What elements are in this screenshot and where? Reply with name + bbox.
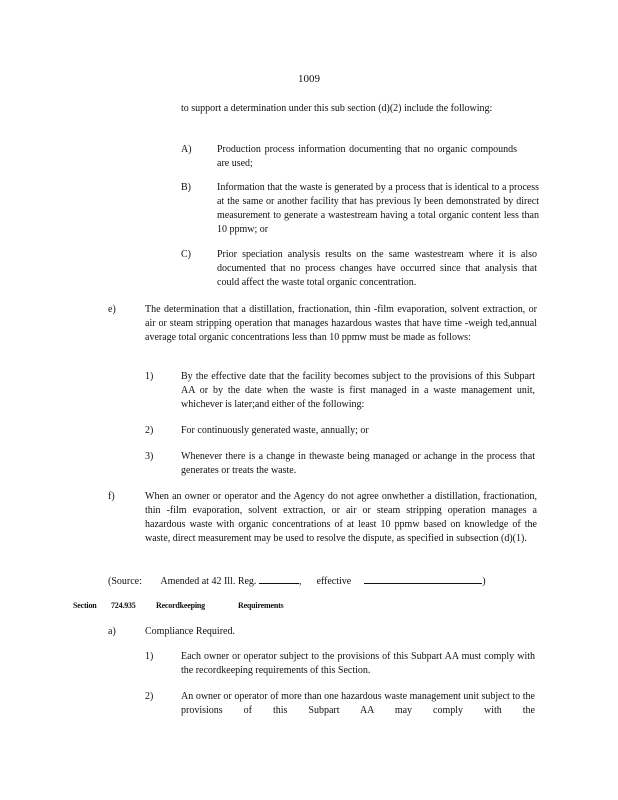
item-b-text: Information that the waste is generated by a process that is identical to a process at the same or another facility that has previous ly been demonstrated by direct measurement to generate a wastestream having a total organic content less than 10 ppmw; or <box>217 182 539 235</box>
item-a1-text: Each owner or operator subject to the provisions of this Subpart AA must comply with the recordkeeping requirements of this Section. <box>181 651 535 676</box>
para-e-text: The determination that a distillation, fractionation, thin -film evaporation, solvent extraction, or air or steam stripping operation that manages hazardous wastes that have time -weigh ted,annual average total organic concentrations less than 10 ppmw must be made as follows: <box>145 304 537 343</box>
para-a-label: a) <box>108 626 116 637</box>
effective-date-blank <box>364 573 482 584</box>
source-close: ) <box>482 576 486 587</box>
source-effective: effective <box>316 576 352 587</box>
intro-text: to support a determination under this sub section (d)(2) include the following: <box>181 103 493 114</box>
section-title-1: Recordkeeping <box>156 601 205 610</box>
source-note <box>108 573 548 589</box>
item-e3-label: 3) <box>145 451 154 462</box>
para-e-label: e) <box>108 304 116 315</box>
source-amended: Amended at 42 Ill. Reg. <box>160 576 257 587</box>
item-a-label: A) <box>181 144 192 155</box>
item-a2-text: An owner or operator of more than one hazardous waste management unit subject to the provisions of this Subpart AA may comply with the <box>181 691 535 716</box>
item-e2-text: For continuously generated waste, annually; or <box>181 425 369 436</box>
section-title-2: Requirements <box>238 601 284 610</box>
item-a-text: Production process information documenting that no organic compounds are used; <box>217 144 517 169</box>
source-open: (Source: <box>108 576 142 587</box>
item-e1-label: 1) <box>145 371 154 382</box>
para-f-text: When an owner or operator and the Agency do not agree onwhether a distillation, fractionation, thin -film evaporation, solvent extraction, or air or steam stripping operation manages a hazardous waste with organic concentrations of at least 10 ppmw based on knowledge of the waste, direct measurement may be used to resolve the dispute, as specified in subsection (d)(1). <box>145 491 537 544</box>
section-number: 724.935 <box>111 601 136 610</box>
para-a-text: Compliance Required. <box>145 626 235 637</box>
item-e2-label: 2) <box>145 425 154 436</box>
page-number: 1009 <box>298 73 320 85</box>
section-word: Section <box>73 601 97 610</box>
item-c-text: Prior speciation analysis results on the same wastestream where it is also documented that no process changes have occurred since that analysis that could affect the waste total organic concentration. <box>217 249 537 288</box>
item-e3-text: Whenever there is a change in thewaste being managed or achange in the process that generates or treats the waste. <box>181 451 535 476</box>
register-blank <box>259 573 299 584</box>
item-c-label: C) <box>181 249 191 260</box>
source-comma: , <box>298 576 302 587</box>
item-a1-label: 1) <box>145 651 154 662</box>
item-e1-text: By the effective date that the facility becomes subject to the provisions of this Subpart AA or by the date when the waste is first managed in a waste management unit, whichever is later;and either of the following: <box>181 371 535 410</box>
item-b-label: B) <box>181 182 191 193</box>
item-a2-label: 2) <box>145 691 154 702</box>
para-f-label: f) <box>108 491 115 502</box>
